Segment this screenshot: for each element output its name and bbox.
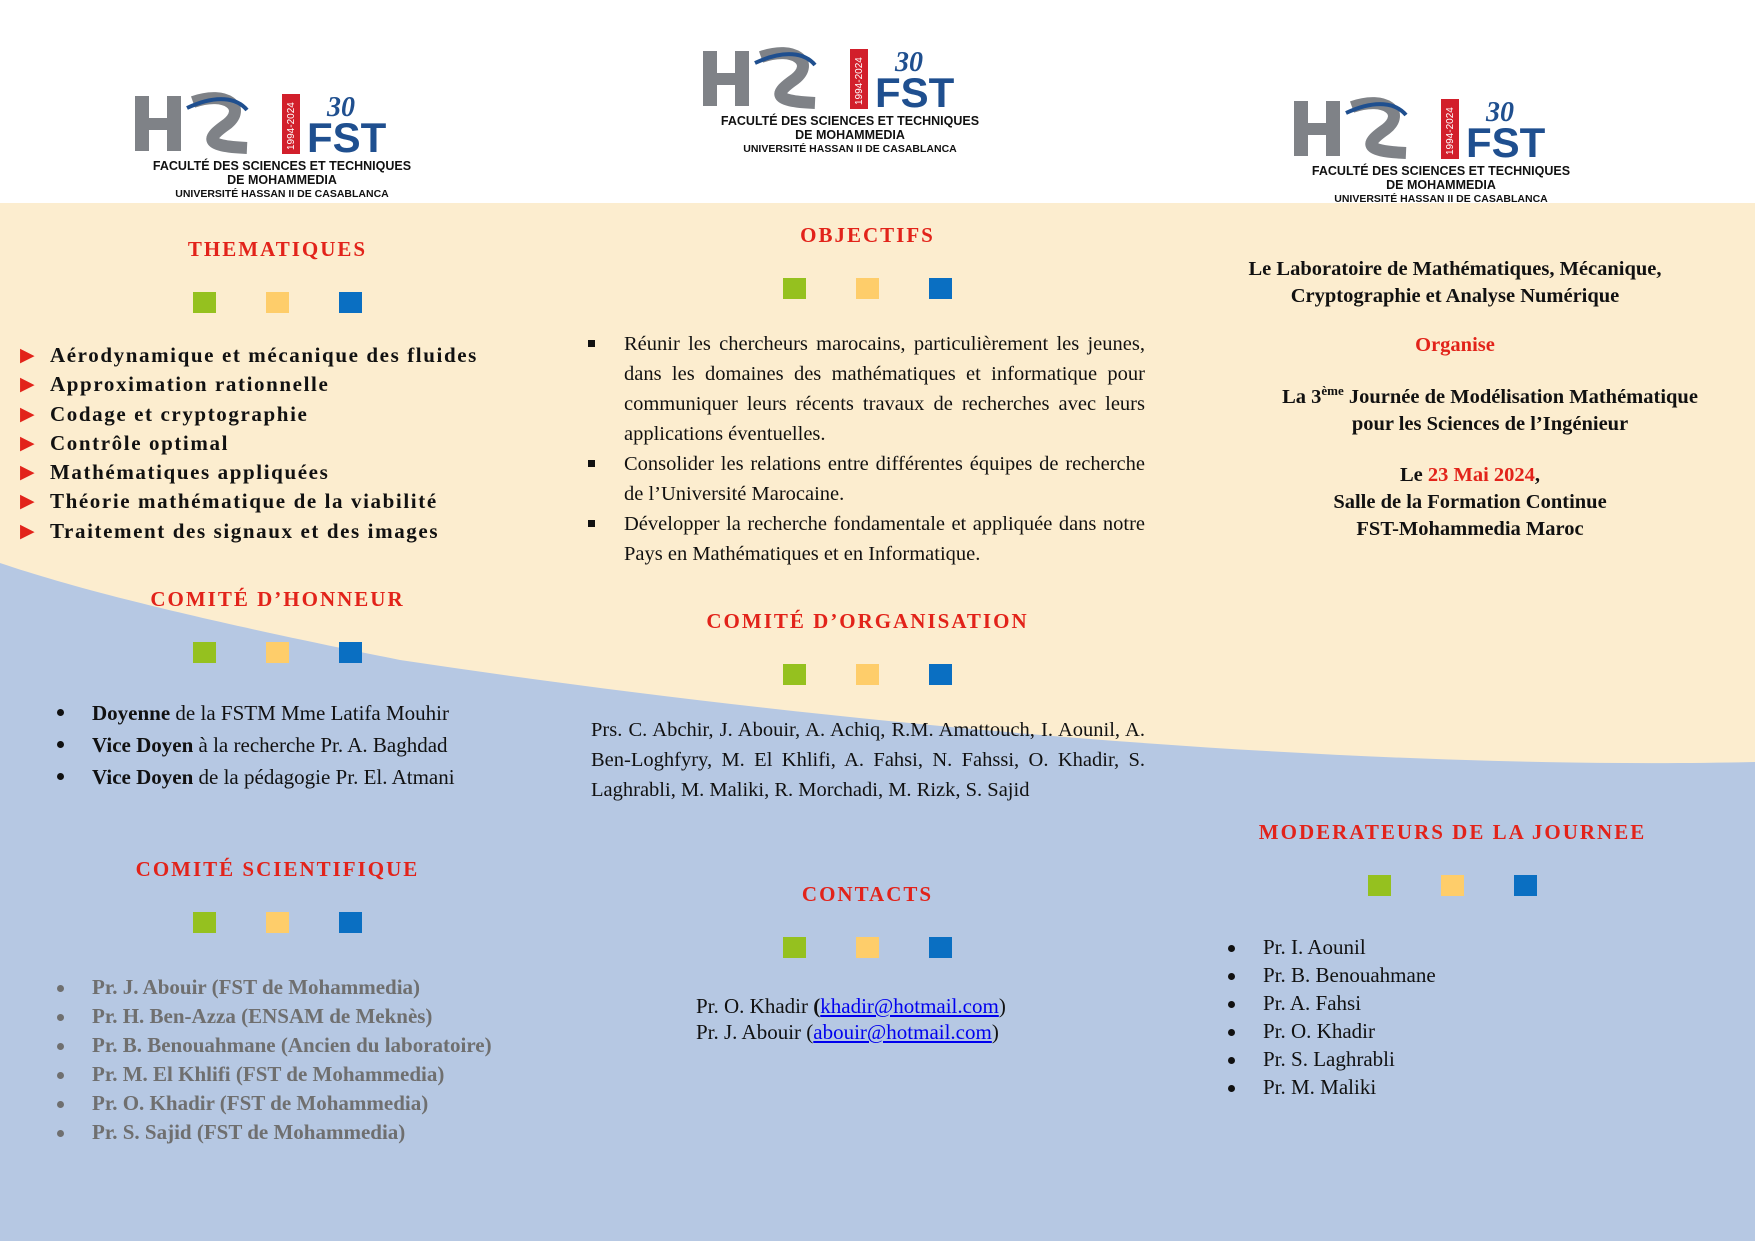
svg-text:30: 30 bbox=[895, 47, 923, 78]
list-item: ▶ Contrôle optimal bbox=[20, 429, 535, 458]
list-item: ▶ Aérodynamique et mécanique des fluides bbox=[20, 341, 535, 370]
organisation-title: COMITÉ D’ORGANISATION bbox=[706, 609, 1029, 633]
list-item: Développer la recherche fondamentale et appliquée dans notre Pays en Mathématiques et en Informatique. bbox=[586, 509, 1145, 569]
list-item: Pr. S. Sajid (FST de Mohammedia) bbox=[55, 1118, 555, 1147]
list-item: Vice Doyen à la recherche Pr. A. Baghdad bbox=[55, 729, 555, 761]
contacts-title: CONTACTS bbox=[801, 882, 934, 906]
blue-square bbox=[339, 292, 362, 313]
decor-squares bbox=[590, 278, 1145, 299]
journee-title: La 3ème Journée de Modélisation Mathématique pour les Sciences de l’Ingénieur bbox=[1282, 383, 1698, 435]
yellow-square bbox=[856, 664, 879, 685]
thematiques-section bbox=[20, 237, 535, 546]
organisation-members: Prs. C. Abchir, J. Abouir, A. Achiq, R.M. Amattouch, I. Aounil, A. Ben-Loghfyry, M. El Khlifi, A. Fahsi, N. Fahssi, O. Khadir, S. Laghrabli, M. Maliki, R. Morchadi, M. Rizk, S. Sajid bbox=[591, 719, 1145, 801]
svg-text:UNIVERSITÉ HASSAN II DE CASABL: UNIVERSITÉ HASSAN II DE CASABLANCA bbox=[743, 143, 957, 155]
list-item: Pr. B. Benouahmane (Ancien du laboratoire) bbox=[55, 1031, 555, 1060]
contact-email-link[interactable]: abouir@hotmail.com bbox=[813, 1020, 992, 1044]
svg-text:DE MOHAMMEDIA: DE MOHAMMEDIA bbox=[795, 128, 905, 142]
contact-item: Pr. O. Khadir (khadir@hotmail.com) bbox=[696, 994, 1006, 1018]
arrow-icon: ▶ bbox=[20, 373, 37, 396]
yellow-square bbox=[266, 292, 289, 313]
fst-logo-mark bbox=[695, 43, 1005, 155]
moderateurs-title: MODERATEURS DE LA JOURNEE bbox=[1258, 820, 1647, 844]
svg-text:1994-2024: 1994-2024 bbox=[1445, 107, 1456, 155]
list-item: Pr. B. Benouahmane bbox=[1226, 961, 1745, 989]
blue-square bbox=[339, 642, 362, 663]
list-item: Consolider les relations entre différentes équipes de recherche de l’Université Marocaine. bbox=[586, 449, 1145, 509]
objectifs-section bbox=[580, 223, 1145, 569]
yellow-square bbox=[856, 937, 879, 958]
svg-text:1994-2024: 1994-2024 bbox=[854, 57, 865, 105]
fst-logo-mark bbox=[127, 88, 437, 200]
list-item: Pr. J. Abouir (FST de Mohammedia) bbox=[55, 973, 555, 1002]
svg-text:30: 30 bbox=[327, 92, 355, 123]
yellow-square bbox=[1441, 875, 1464, 896]
green-square bbox=[193, 642, 216, 663]
thematiques-title: THEMATIQUES bbox=[187, 237, 368, 261]
svg-text:DE MOHAMMEDIA: DE MOHAMMEDIA bbox=[1386, 178, 1496, 192]
arrow-icon: ▶ bbox=[20, 519, 37, 542]
list-item: Pr. O. Khadir bbox=[1226, 1017, 1745, 1045]
moderateurs-list bbox=[1226, 933, 1745, 1101]
svg-text:DE MOHAMMEDIA: DE MOHAMMEDIA bbox=[227, 173, 337, 187]
arrow-icon: ▶ bbox=[20, 461, 37, 484]
list-item: ▶ Mathématiques appliquées bbox=[20, 458, 535, 487]
green-square bbox=[783, 664, 806, 685]
decor-squares bbox=[0, 292, 555, 313]
fst-logo-center bbox=[695, 43, 1005, 155]
green-square bbox=[783, 278, 806, 299]
organisation-section bbox=[590, 609, 1145, 805]
svg-text:UNIVERSITÉ HASSAN II DE CASABL: UNIVERSITÉ HASSAN II DE CASABLANCA bbox=[175, 188, 389, 200]
decor-squares bbox=[590, 664, 1145, 685]
fst-logo-right bbox=[1286, 93, 1596, 205]
decor-squares bbox=[590, 937, 1145, 958]
contacts-section bbox=[590, 882, 1145, 1045]
list-item: Vice Doyen de la pédagogie Pr. El. Atmani bbox=[55, 761, 555, 793]
blue-square bbox=[929, 278, 952, 299]
list-item: Pr. S. Laghrabli bbox=[1226, 1045, 1745, 1073]
list-item: ▶ Approximation rationnelle bbox=[20, 370, 535, 399]
yellow-square bbox=[266, 912, 289, 933]
blue-square bbox=[339, 912, 362, 933]
decor-squares bbox=[0, 912, 555, 933]
scientifique-title: COMITÉ SCIENTIFIQUE bbox=[135, 857, 420, 881]
svg-text:FST: FST bbox=[307, 114, 387, 161]
list-item: Pr. M. Maliki bbox=[1226, 1073, 1745, 1101]
list-item: ▶ Théorie mathématique de la viabilité bbox=[20, 487, 535, 516]
thematiques-list bbox=[20, 341, 535, 546]
decor-squares bbox=[1160, 875, 1745, 896]
list-item: ▶ Traitement des signaux et des images bbox=[20, 517, 535, 546]
yellow-square bbox=[856, 278, 879, 299]
svg-text:1994-2024: 1994-2024 bbox=[286, 102, 297, 150]
lab-name: Le Laboratoire de Mathématiques, Mécanique, Cryptographie et Analyse Numérique bbox=[1248, 258, 1662, 307]
moderateurs-section bbox=[1180, 820, 1745, 1101]
fst-logo-mark bbox=[1286, 93, 1596, 205]
fst-logo-left bbox=[127, 88, 437, 200]
svg-text:30: 30 bbox=[1486, 97, 1514, 128]
list-item: Doyenne de la FSTM Mme Latifa Mouhir bbox=[55, 697, 555, 729]
svg-text:FACULTÉ DES SCIENCES ET TECHNI: FACULTÉ DES SCIENCES ET TECHNIQUES bbox=[1311, 164, 1571, 178]
green-square bbox=[193, 912, 216, 933]
green-square bbox=[193, 292, 216, 313]
scientifique-list bbox=[55, 973, 555, 1147]
scientifique-section bbox=[0, 857, 555, 1147]
list-item: Pr. H. Ben-Azza (ENSAM de Meknès) bbox=[55, 1002, 555, 1031]
event-date-venue: Le 23 Mai 2024, Salle de la Formation Continue FST-Mohammedia Maroc bbox=[1333, 463, 1607, 540]
event-date: 23 Mai 2024 bbox=[1427, 463, 1535, 486]
contact-item: Pr. J. Abouir (abouir@hotmail.com) bbox=[696, 1020, 999, 1044]
svg-text:FST: FST bbox=[1466, 119, 1546, 166]
organise-label: Organise bbox=[1415, 334, 1495, 356]
objectifs-list bbox=[586, 329, 1145, 569]
svg-text:FACULTÉ DES SCIENCES ET TECHNI: FACULTÉ DES SCIENCES ET TECHNIQUES bbox=[720, 114, 980, 128]
list-item: Pr. O. Khadir (FST de Mohammedia) bbox=[55, 1089, 555, 1118]
decor-squares bbox=[0, 642, 555, 663]
honneur-section bbox=[0, 587, 555, 793]
arrow-icon: ▶ bbox=[20, 431, 37, 454]
objectifs-title: OBJECTIFS bbox=[800, 223, 935, 247]
green-square bbox=[783, 937, 806, 958]
honneur-list bbox=[55, 697, 555, 793]
list-item: Réunir les chercheurs marocains, particulièrement les jeunes, dans les domaines des mathématiques et informatique pour communiquer leurs récents travaux de recherches avec leurs applications éventuelles. bbox=[586, 329, 1145, 449]
blue-square bbox=[929, 937, 952, 958]
list-item: Pr. I. Aounil bbox=[1226, 933, 1745, 961]
list-item: Pr. A. Fahsi bbox=[1226, 989, 1745, 1017]
arrow-icon: ▶ bbox=[20, 402, 37, 425]
list-item: Pr. M. El Khlifi (FST de Mohammedia) bbox=[55, 1060, 555, 1089]
blue-square bbox=[929, 664, 952, 685]
green-square bbox=[1368, 875, 1391, 896]
arrow-icon: ▶ bbox=[20, 490, 37, 513]
list-item: ▶ Codage et cryptographie bbox=[20, 400, 535, 429]
arrow-icon: ▶ bbox=[20, 344, 37, 366]
contact-email-link[interactable]: khadir@hotmail.com bbox=[820, 994, 999, 1018]
event-section bbox=[1200, 256, 1740, 543]
yellow-square bbox=[266, 642, 289, 663]
svg-text:FST: FST bbox=[875, 69, 955, 116]
contacts-list bbox=[696, 993, 1145, 1045]
svg-text:FACULTÉ DES SCIENCES ET TECHNI: FACULTÉ DES SCIENCES ET TECHNIQUES bbox=[152, 159, 412, 173]
blue-square bbox=[1514, 875, 1537, 896]
svg-text:UNIVERSITÉ HASSAN II DE CASABL: UNIVERSITÉ HASSAN II DE CASABLANCA bbox=[1334, 193, 1548, 205]
honneur-title: COMITÉ D’HONNEUR bbox=[150, 587, 405, 611]
